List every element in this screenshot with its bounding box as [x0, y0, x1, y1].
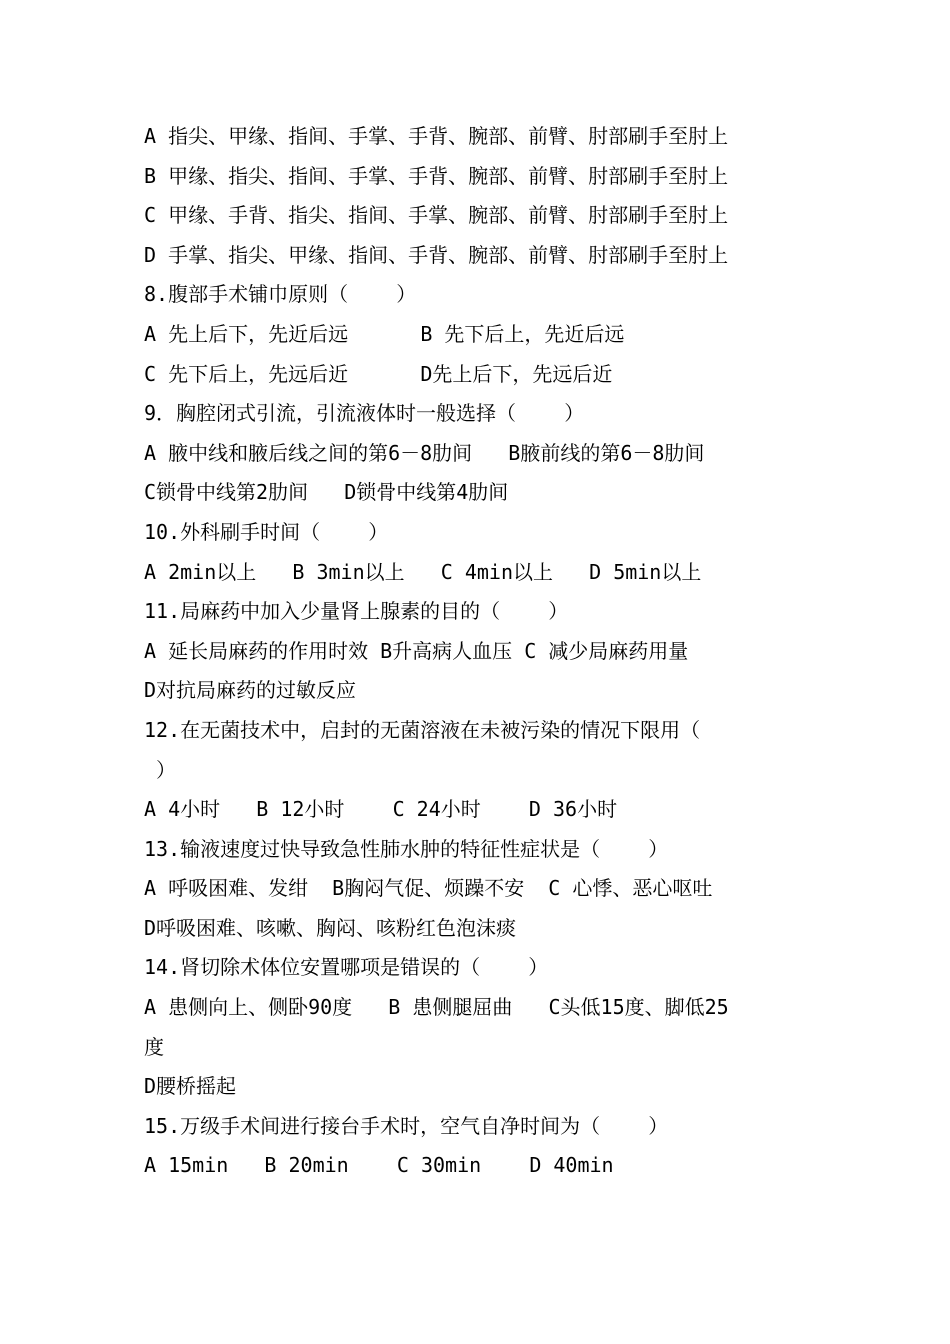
option-line: A 延长局麻药的作用时效 B升高病人血压 C 减少局麻药用量 [144, 638, 689, 663]
option-line: D 手掌、指尖、甲缘、指间、手背、腕部、前臂、肘部刷手至肘上 [144, 242, 729, 267]
option-line: A 指尖、甲缘、指间、手掌、手背、腕部、前臂、肘部刷手至肘上 [144, 124, 729, 148]
option-line: A 腋中线和腋后线之间的第6－8肋间 B腋前线的第6－8肋间 [144, 440, 705, 465]
option-line: A 患侧向上、侧卧90度 B 患侧腿屈曲 C头低15度、脚低25 [144, 995, 729, 1020]
question-line: 15.万级手术间进行接台手术时，空气自净时间为（ ） [144, 1113, 669, 1138]
option-line: C 甲缘、手背、指尖、指间、手掌、腕部、前臂、肘部刷手至肘上 [144, 203, 729, 228]
question-line: 13.输液速度过快导致急性肺水肿的特征性症状是（ ） [144, 836, 669, 861]
question-line-continued: ） [144, 757, 177, 782]
question-line: 10.外科刷手时间（ ） [144, 519, 389, 544]
option-line: C锁骨中线第2肋间 D锁骨中线第4肋间 [144, 480, 509, 505]
option-line: A 2min以上 B 3min以上 C 4min以上 D 5min以上 [144, 559, 702, 584]
option-line: B 甲缘、指尖、指间、手掌、手背、腕部、前臂、肘部刷手至肘上 [144, 163, 729, 188]
option-line: D呼吸困难、咳嗽、胸闷、咳粉红色泡沫痰 [144, 915, 517, 940]
option-line: A 呼吸困难、发绀 B胸闷气促、烦躁不安 C 心悸、恶心呕吐 [144, 876, 713, 901]
option-line: C 先下后上，先远后近 D先上后下，先远后近 [144, 361, 613, 386]
question-line: 14.肾切除术体位安置哪项是错误的（ ） [144, 955, 549, 980]
question-line: 11.局麻药中加入少量肾上腺素的目的（ ） [144, 599, 569, 624]
option-line: A 4小时 B 12小时 C 24小时 D 36小时 [144, 797, 618, 822]
question-text-block [144, 117, 804, 1186]
option-line: A 先上后下，先近后远 B 先下后上，先近后远 [144, 321, 625, 346]
option-line: D对抗局麻药的过敏反应 [144, 678, 357, 703]
question-line: 9．胸腔闭式引流，引流液体时一般选择（ ） [144, 401, 585, 426]
option-line-continued: 度 [144, 1034, 164, 1059]
question-line: 12.在无菌技术中，启封的无菌溶液在未被污染的情况下限用（ [144, 717, 701, 742]
option-line: D腰桥摇起 [144, 1074, 237, 1099]
question-line: 8.腹部手术铺巾原则（ ） [144, 282, 417, 307]
option-line: A 15min B 20min C 30min D 40min [144, 1153, 614, 1178]
